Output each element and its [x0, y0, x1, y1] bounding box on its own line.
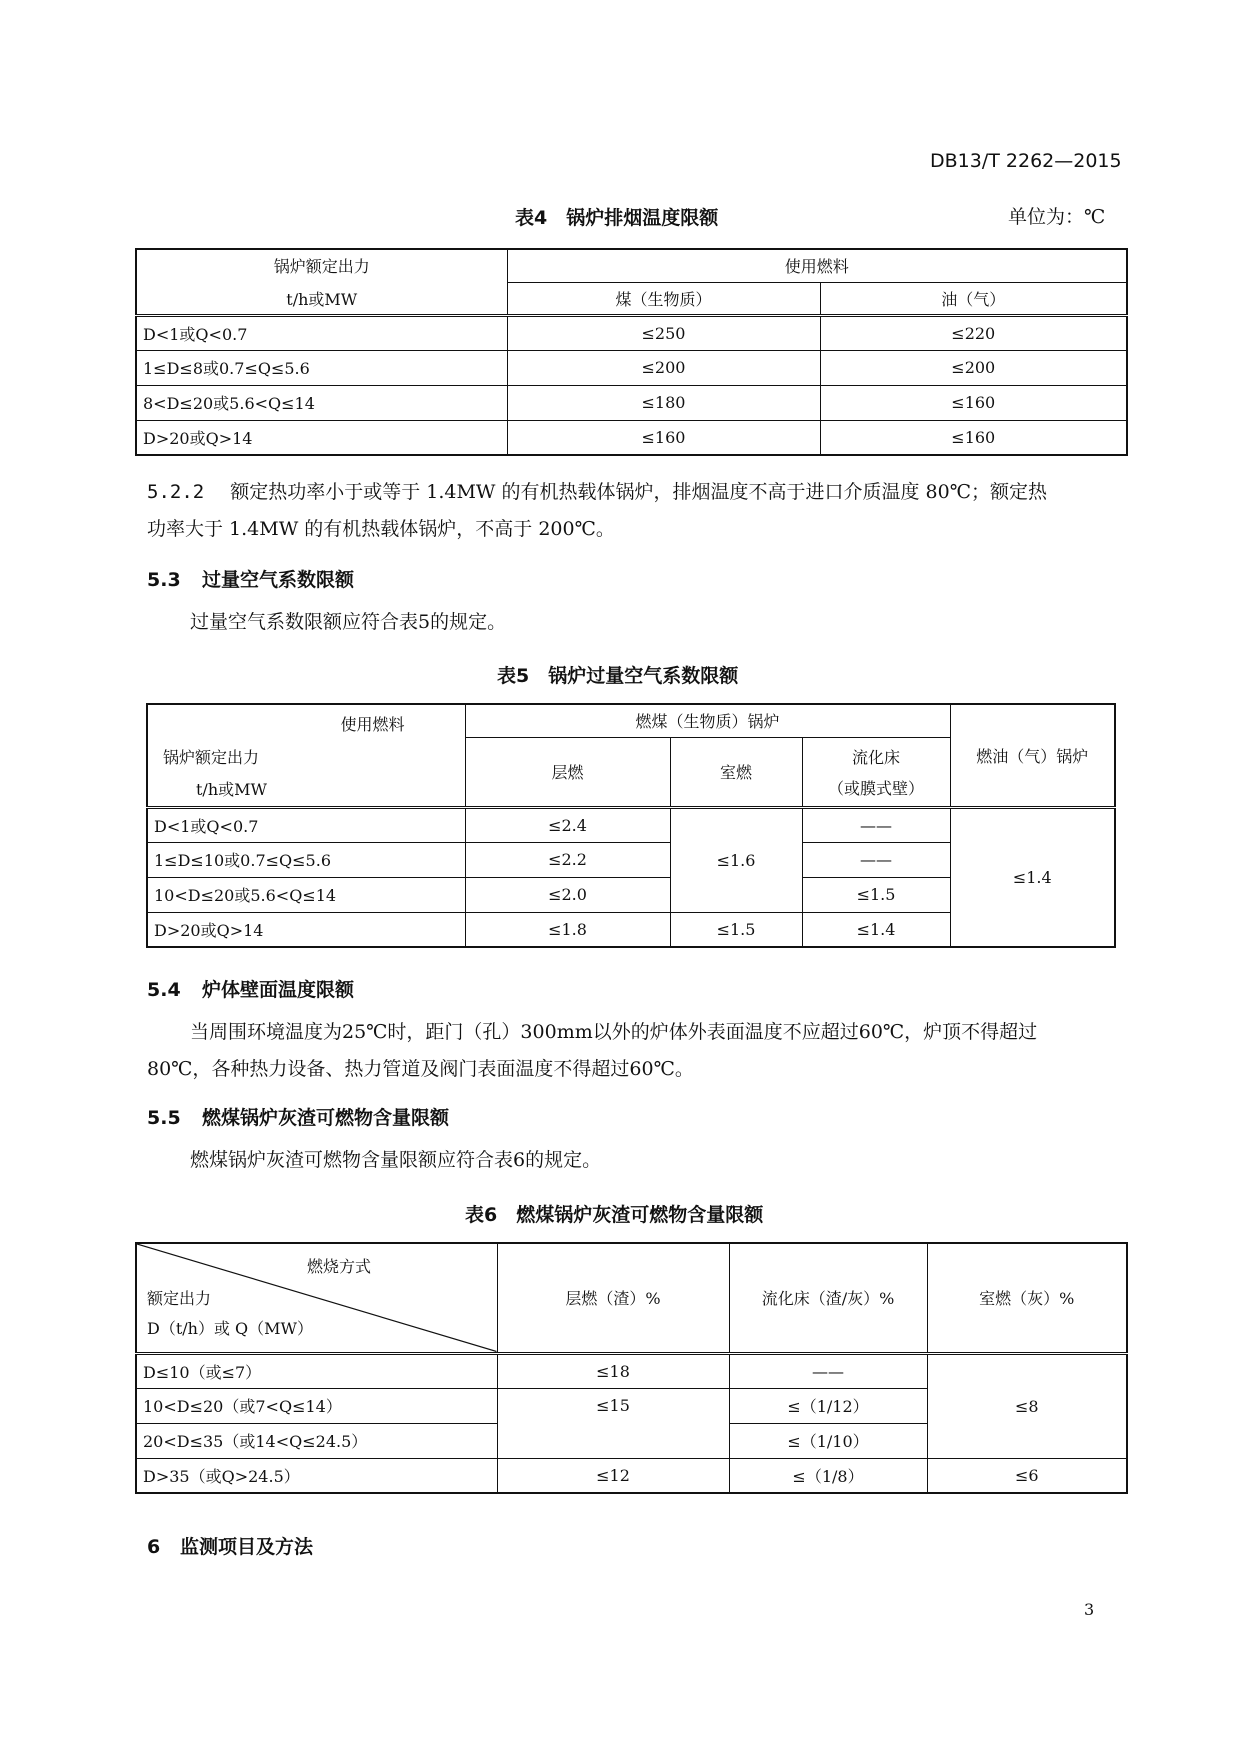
table5-coal-boiler-header: 燃煤（生物质）锅炉 [465, 704, 950, 737]
table5-oil-merged: ≤1.4 [950, 807, 1115, 947]
table-row: 1≤D≤8或0.7≤Q≤5.6 ≤200 ≤200 [136, 350, 1127, 385]
document-code: DB13/T 2262—2015 [930, 150, 1122, 172]
paragraph-5-2-2: 5.2.2 额定热功率小于或等于 1.4MW 的有机热载体锅炉，排烟温度不高于进口介质温度 80℃；额定热 功率大于 1.4MW 的有机热载体锅炉，不高于 200℃。 [147, 481, 1047, 540]
table6-corner-header: 燃烧方式 额定出力 D（t/h）或 Q（MW） [136, 1243, 497, 1353]
table5-chamber-header: 室燃 [670, 737, 802, 807]
table6-caption: 表6 燃煤锅炉灰渣可燃物含量限额 [465, 1204, 764, 1226]
table-row: 1≤D≤10或0.7≤Q≤5.6 ≤2.2 —— [147, 842, 1115, 877]
table4-capacity-header: 锅炉额定出力 t/h或MW [136, 249, 507, 315]
table5-caption: 表5 锅炉过量空气系数限额 [497, 665, 739, 687]
table5-layer-header: 层燃 [465, 737, 670, 807]
table5-corner-header: 使用燃料 锅炉额定出力 t/h或MW [147, 704, 465, 807]
table-row: 10<D≤20或5.6<Q≤14 ≤2.0 ≤1.5 [147, 877, 1115, 912]
table4 [135, 248, 1128, 456]
table6-layer-merged: ≤15 [497, 1388, 729, 1458]
page-number: 3 [1084, 1600, 1095, 1619]
table6-chamber-merged: ≤8 [927, 1353, 1127, 1458]
table-row: 10<D≤20（或7<Q≤14） ≤15 ≤（1/12） [136, 1388, 1127, 1423]
table4-oil-header: 油（气） [820, 282, 1127, 315]
section-5-5-heading: 5.5 燃煤锅炉灰渣可燃物含量限额 [147, 1107, 450, 1129]
table-row: D>35（或Q>24.5） ≤12 ≤（1/8） ≤6 [136, 1458, 1127, 1493]
section-5-5-text: 燃煤锅炉灰渣可燃物含量限额应符合表6的规定。 [190, 1149, 602, 1171]
table-row: D≤10（或≤7） ≤18 —— ≤8 [136, 1353, 1127, 1388]
section-5-4-heading: 5.4 炉体壁面温度限额 [147, 979, 355, 1001]
table5-fluid-header: 流化床 （或膜式壁） [802, 737, 950, 807]
table4-unit: 单位为：℃ [1008, 206, 1106, 228]
table6-layer-header: 层燃（渣）% [497, 1243, 729, 1353]
section-5-3-text: 过量空气系数限额应符合表5的规定。 [190, 611, 507, 633]
table5-oil-boiler-header: 燃油（气）锅炉 [950, 704, 1115, 807]
table-row: D<1或Q<0.7 ≤250 ≤220 [136, 315, 1127, 350]
table-row: 8<D≤20或5.6<Q≤14 ≤180 ≤160 [136, 385, 1127, 420]
section-5-4-text: 当周围环境温度为25℃时，距门（孔）300mm以外的炉体外表面温度不应超过60℃，炉顶不得超过 80℃，各种热力设备、热力管道及阀门表面温度不得超过60℃。 [147, 1021, 1038, 1080]
section-5-3-heading: 5.3 过量空气系数限额 [147, 569, 355, 591]
table4-caption: 表4 锅炉排烟温度限额 [515, 207, 719, 229]
table-row: 20<D≤35（或14<Q≤24.5） ≤（1/10） [136, 1423, 1127, 1458]
table5-chamber-merged: ≤1.6 [670, 807, 802, 912]
table-row: D<1或Q<0.7 ≤2.4 ≤1.6 —— ≤1.4 [147, 807, 1115, 842]
table-row: D>20或Q>14 ≤160 ≤160 [136, 420, 1127, 455]
table4-coal-header: 煤（生物质） [507, 282, 820, 315]
table6-chamber-header: 室燃（灰）% [927, 1243, 1127, 1353]
table4-fuel-header: 使用燃料 [507, 249, 1127, 282]
table6-fluid-header: 流化床（渣/灰）% [729, 1243, 927, 1353]
table5 [146, 703, 1116, 948]
table6 [135, 1242, 1128, 1494]
table-row: D>20或Q>14 ≤1.8 ≤1.5 ≤1.4 [147, 912, 1115, 947]
section-6-heading: 6 监测项目及方法 [147, 1536, 314, 1558]
